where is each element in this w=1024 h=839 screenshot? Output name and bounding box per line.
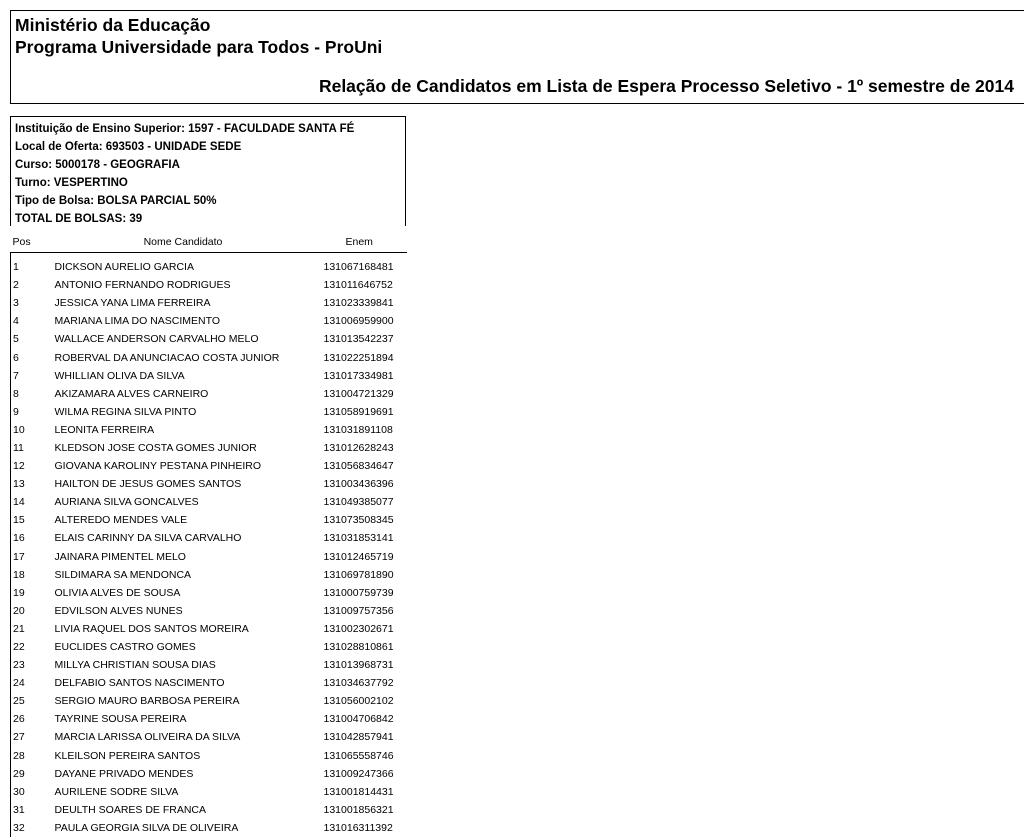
candidate-name: WALLACE ANDERSON CARVALHO MELO — [54, 333, 259, 346]
row-position: 28 — [11, 747, 51, 765]
row-position: 25 — [11, 692, 51, 710]
candidate-name: LEONITA FERREIRA — [54, 423, 155, 436]
row-position: 16 — [11, 529, 51, 547]
table-row — [11, 475, 407, 493]
row-position: 18 — [11, 566, 51, 584]
candidate-name: MARIANA LIMA DO NASCIMENTO — [54, 315, 221, 328]
enem-number: 131004721329 — [323, 387, 394, 400]
enem-number: 131028810861 — [323, 641, 394, 654]
table-row — [11, 348, 407, 366]
candidate-name: AURILENE SODRE SILVA — [54, 785, 179, 798]
enem-number: 131034637792 — [323, 677, 394, 690]
enem-number: 131006959900 — [323, 315, 394, 328]
table-row — [11, 312, 407, 330]
table-row — [11, 403, 407, 421]
candidate-name: DICKSON AURELIO GARCIA — [54, 261, 194, 274]
table-row — [11, 457, 407, 475]
row-position: 3 — [11, 294, 51, 312]
row-position: 23 — [11, 656, 51, 674]
candidate-name: SILDIMARA SA MENDONCA — [54, 568, 192, 581]
row-position: 20 — [11, 602, 51, 620]
enem-number: 131049385077 — [323, 496, 394, 509]
enem-number: 131009757356 — [323, 604, 394, 617]
row-position: 9 — [11, 403, 51, 421]
table-row — [11, 602, 407, 620]
row-position: 8 — [11, 385, 51, 403]
candidates-table — [10, 232, 407, 837]
enem-number: 131065558746 — [323, 749, 394, 762]
row-position: 5 — [11, 330, 51, 348]
table-row — [11, 294, 407, 312]
report-header — [10, 10, 1024, 104]
enem-number: 131023339841 — [323, 297, 394, 310]
enem-number: 131004706842 — [323, 713, 394, 726]
table-row — [11, 674, 407, 692]
candidate-name: AURIANA SILVA GONCALVES — [54, 496, 199, 509]
enem-number: 131000759739 — [323, 586, 394, 599]
candidate-name: JAINARA PIMENTEL MELO — [54, 550, 186, 563]
candidate-name: AKIZAMARA ALVES CARNEIRO — [54, 387, 209, 400]
column-header-pos: Pos — [11, 232, 51, 253]
table-row — [11, 620, 407, 638]
table-row — [11, 511, 407, 529]
table-row — [11, 566, 407, 584]
candidate-name: KLEDSON JOSE COSTA GOMES JUNIOR — [54, 441, 257, 454]
candidate-name: KLEILSON PEREIRA SANTOS — [54, 749, 201, 762]
offer-location-line: Local de Oferta: 693503 - UNIDADE SEDE — [15, 141, 242, 153]
row-position: 2 — [11, 276, 51, 294]
table-row — [11, 529, 407, 547]
table-row — [11, 692, 407, 710]
table-row — [11, 728, 407, 746]
row-position: 13 — [11, 475, 51, 493]
candidate-name: DEULTH SOARES DE FRANCA — [54, 803, 206, 816]
row-position: 27 — [11, 728, 51, 746]
enem-number: 131013542237 — [323, 333, 394, 346]
enem-number: 131003436396 — [323, 478, 394, 491]
row-position: 11 — [11, 439, 51, 457]
row-position: 12 — [11, 457, 51, 475]
row-position: 30 — [11, 783, 51, 801]
row-position: 15 — [11, 511, 51, 529]
candidate-name: JESSICA YANA LIMA FERREIRA — [54, 297, 211, 310]
table-row — [11, 765, 407, 783]
table-row — [11, 747, 407, 765]
row-position: 31 — [11, 801, 51, 819]
candidate-name: ELAIS CARINNY DA SILVA CARVALHO — [54, 532, 242, 545]
table-row — [11, 367, 407, 385]
enem-number: 131042857941 — [323, 731, 394, 744]
enem-number: 131009247366 — [323, 767, 394, 780]
enem-number: 131011646752 — [323, 279, 393, 292]
row-position: 17 — [11, 548, 51, 566]
table-row — [11, 584, 407, 602]
table-row — [11, 710, 407, 728]
row-position: 19 — [11, 584, 51, 602]
enem-number: 131031853141 — [323, 532, 394, 545]
column-header-name: Nome Candidato — [51, 232, 316, 253]
candidate-name: TAYRINE SOUSA PEREIRA — [54, 713, 187, 726]
row-position: 1 — [11, 253, 51, 277]
candidate-name: ANTONIO FERNANDO RODRIGUES — [54, 279, 231, 292]
candidate-name: MARCIA LARISSA OLIVEIRA DA SILVA — [54, 731, 241, 744]
table-row — [11, 385, 407, 403]
table-row — [11, 783, 407, 801]
candidate-name: LIVIA RAQUEL DOS SANTOS MOREIRA — [54, 622, 249, 635]
table-row — [11, 330, 407, 348]
enem-number: 131069781890 — [323, 568, 394, 581]
table-row — [11, 253, 407, 277]
enem-number: 131031891108 — [323, 423, 393, 436]
column-header-enem: Enem — [316, 232, 407, 253]
candidate-name: HAILTON DE JESUS GOMES SANTOS — [54, 478, 242, 491]
enem-number: 131012628243 — [323, 441, 394, 454]
enem-number: 131016311392 — [323, 821, 393, 834]
enem-number: 131073508345 — [323, 514, 394, 527]
candidate-name: WILMA REGINA SILVA PINTO — [54, 405, 197, 418]
row-position: 4 — [11, 312, 51, 330]
table-header-row — [11, 232, 407, 253]
table-row — [11, 801, 407, 819]
enem-number: 131012465719 — [323, 550, 394, 563]
table-row — [11, 548, 407, 566]
enem-number: 131058919691 — [323, 405, 394, 418]
row-position: 7 — [11, 367, 51, 385]
candidate-name: PAULA GEORGIA SILVA DE OLIVEIRA — [54, 821, 239, 834]
total-scholarships-line: TOTAL DE BOLSAS: 39 — [15, 213, 143, 225]
candidate-name: ROBERVAL DA ANUNCIACAO COSTA JUNIOR — [54, 351, 280, 364]
table-row — [11, 276, 407, 294]
row-position: 6 — [11, 348, 51, 366]
scholarship-type-line: Tipo de Bolsa: BOLSA PARCIAL 50% — [15, 195, 217, 207]
enem-number: 131001814431 — [323, 785, 394, 798]
candidate-name: WHILLIAN OLIVA DA SILVA — [54, 369, 185, 382]
institution-line: Instituição de Ensino Superior: 1597 - FACULDADE SANTA FÉ — [15, 123, 355, 135]
row-position: 29 — [11, 765, 51, 783]
candidate-name: DAYANE PRIVADO MENDES — [54, 767, 194, 780]
candidate-name: MILLYA CHRISTIAN SOUSA DIAS — [54, 659, 216, 672]
candidate-name: EUCLIDES CASTRO GOMES — [54, 641, 196, 654]
offer-info-box — [10, 116, 406, 226]
row-position: 26 — [11, 710, 51, 728]
row-position: 21 — [11, 620, 51, 638]
enem-number: 131013968731 — [323, 659, 394, 672]
shift-line: Turno: VESPERTINO — [15, 177, 128, 189]
candidate-name: EDVILSON ALVES NUNES — [54, 604, 183, 617]
row-position: 22 — [11, 638, 51, 656]
candidate-name: ALTEREDO MENDES VALE — [54, 514, 188, 527]
table-row — [11, 819, 407, 837]
enem-number: 131022251894 — [323, 351, 394, 364]
table-row — [11, 638, 407, 656]
course-line: Curso: 5000178 - GEOGRAFIA — [15, 159, 180, 171]
candidate-name: SERGIO MAURO BARBOSA PEREIRA — [54, 695, 240, 708]
candidate-name: OLIVIA ALVES DE SOUSA — [54, 586, 181, 599]
table-row — [11, 439, 407, 457]
enem-number: 131056834647 — [323, 460, 394, 473]
row-position: 32 — [11, 819, 51, 837]
candidate-name: GIOVANA KAROLINY PESTANA PINHEIRO — [54, 460, 262, 473]
ministry-name: Ministério da Educação — [15, 15, 211, 35]
table-body — [11, 253, 407, 838]
enem-number: 131067168481 — [323, 261, 394, 274]
table-row — [11, 656, 407, 674]
table-row — [11, 493, 407, 511]
program-name: Programa Universidade para Todos - ProUni — [15, 37, 383, 57]
candidate-name: DELFABIO SANTOS NASCIMENTO — [54, 677, 225, 690]
enem-number: 131001856321 — [323, 803, 394, 816]
row-position: 14 — [11, 493, 51, 511]
row-position: 10 — [11, 421, 51, 439]
table-row — [11, 421, 407, 439]
report-title: Relação de Candidatos em Lista de Espera Processo Seletivo - 1º semestre de 2014 — [318, 76, 1014, 96]
row-position: 24 — [11, 674, 51, 692]
enem-number: 131002302671 — [323, 622, 394, 635]
enem-number: 131056002102 — [323, 695, 394, 708]
enem-number: 131017334981 — [323, 369, 394, 382]
